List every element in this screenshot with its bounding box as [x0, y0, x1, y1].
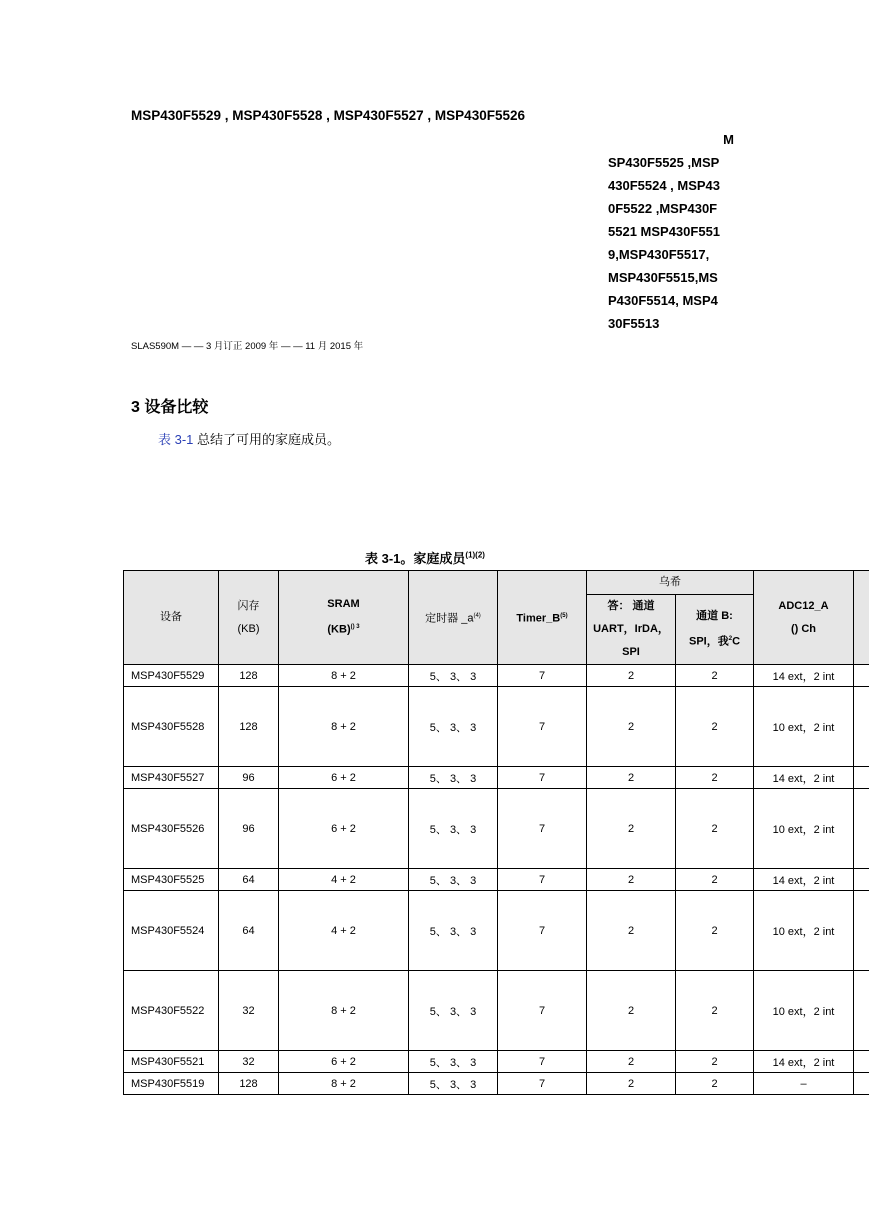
cell-sram: 8 + 2 [279, 665, 409, 687]
device-list-line: 9,MSP430F5517, [608, 247, 710, 262]
device-list-line: M [723, 132, 734, 147]
cell-device: MSP430F5527 [124, 767, 219, 789]
cell-flash: 32 [219, 1051, 279, 1073]
cell-flash: 96 [219, 767, 279, 789]
device-list-line: SP430F5525 ,MSP [608, 155, 720, 170]
device-list-line: 5521 MSP430F551 [608, 224, 721, 239]
cell-device: MSP430F5526 [124, 789, 219, 869]
cell-usci-b: 2 [676, 665, 754, 687]
cell-flash: 128 [219, 687, 279, 767]
cell-timer-a: 5、 3、 3 [409, 891, 498, 971]
cell-device: MSP430F5522 [124, 971, 219, 1051]
device-list-block [608, 128, 734, 335]
cell-sram: 8 + 2 [279, 687, 409, 767]
cell-usci-b: 2 [676, 1051, 754, 1073]
cell-timer-a: 5、 3、 3 [409, 687, 498, 767]
cell-sram: 4 + 2 [279, 869, 409, 891]
device-list-line: P430F5514, MSP4 [608, 293, 718, 308]
cell-overflow [854, 687, 869, 767]
cell-usci-a: 2 [587, 891, 676, 971]
cell-overflow [854, 1051, 869, 1073]
cell-usci-a: 2 [587, 1073, 676, 1095]
family-members-table [123, 570, 869, 1095]
cell-timer-a: 5、 3、 3 [409, 869, 498, 891]
cell-timer-b: 7 [498, 971, 587, 1051]
cell-sram: 8 + 2 [279, 1073, 409, 1095]
table-row [124, 789, 869, 869]
cell-usci-a: 2 [587, 687, 676, 767]
cell-usci-b: 2 [676, 789, 754, 869]
cell-overflow [854, 789, 869, 869]
header-usci-group: 乌希 [587, 571, 754, 595]
cell-timer-a: 5、 3、 3 [409, 1051, 498, 1073]
intro-paragraph [158, 429, 340, 448]
cell-usci-a: 2 [587, 869, 676, 891]
cell-timer-a: 5、 3、 3 [409, 665, 498, 687]
cell-overflow [854, 971, 869, 1051]
table-row [124, 687, 869, 767]
cell-timer-a: 5、 3、 3 [409, 971, 498, 1051]
document-title: MSP430F5529 , MSP430F5528 , MSP430F5527 , MSP430F5526 [131, 108, 525, 123]
table-caption-text: 表 3-1。家庭成员 [365, 551, 466, 566]
header-timer-b: $Timer\_B^{(5)}$ [498, 571, 587, 665]
cell-usci-a: 2 [587, 789, 676, 869]
table-row [124, 869, 869, 891]
table-row [124, 665, 869, 687]
cell-usci-b: 2 [676, 1073, 754, 1095]
cell-flash: 128 [219, 1073, 279, 1095]
cell-flash: 64 [219, 891, 279, 971]
cell-usci-a: 2 [587, 665, 676, 687]
cell-overflow [854, 1073, 869, 1095]
document-id: SLAS590M — — 3 月订正 2009 年 — — 11 月 2015 年 [131, 341, 364, 352]
cell-usci-a: 2 [587, 1051, 676, 1073]
cell-usci-b: 2 [676, 869, 754, 891]
cell-timer-b: 7 [498, 869, 587, 891]
cell-usci-b: 2 [676, 767, 754, 789]
cell-adc: 10 ext，2 int [754, 891, 854, 971]
cell-timer-b: 7 [498, 891, 587, 971]
cell-overflow [854, 869, 869, 891]
cell-device: MSP430F5528 [124, 687, 219, 767]
device-list-line: 430F5524 , MSP43 [608, 178, 721, 193]
header-device: 设备 [124, 571, 219, 665]
cell-adc: 14 ext，2 int [754, 665, 854, 687]
device-list-line: MSP430F5515,MS [608, 270, 718, 285]
table-caption-footnote[interactable]: (1)(2) [465, 550, 485, 560]
device-list-line: 0F5522 ,MSP430F [608, 201, 718, 216]
cell-sram: 8 + 2 [279, 971, 409, 1051]
cell-device: MSP430F5519 [124, 1073, 219, 1095]
cell-adc: 10 ext，2 int [754, 971, 854, 1051]
cell-overflow [854, 891, 869, 971]
cell-overflow [854, 665, 869, 687]
device-list-line: 30F5513 [608, 316, 660, 331]
table-reference-link[interactable]: 表 3-1 [158, 432, 194, 447]
cell-timer-b: 7 [498, 1051, 587, 1073]
section-heading: 3 设备比较 [131, 399, 209, 416]
table-caption [365, 548, 485, 567]
table-row [124, 891, 869, 971]
cell-timer-b: 7 [498, 789, 587, 869]
cell-flash: 32 [219, 971, 279, 1051]
cell-timer-b: 7 [498, 687, 587, 767]
table-container [123, 570, 869, 1110]
table-body [124, 665, 869, 1095]
table-row [124, 767, 869, 789]
cell-timer-b: 7 [498, 767, 587, 789]
cell-adc: 10 ext，2 int [754, 687, 854, 767]
table-row [124, 1073, 869, 1095]
cell-usci-a: 2 [587, 971, 676, 1051]
cell-timer-a: 5、 3、 3 [409, 1073, 498, 1095]
cell-device: MSP430F5525 [124, 869, 219, 891]
cell-adc: 10 ext，2 int [754, 789, 854, 869]
cell-device: MSP430F5521 [124, 1051, 219, 1073]
header-sram: SRAM (KB)$^{() 3}$ [279, 571, 409, 665]
cell-device: MSP430F5524 [124, 891, 219, 971]
cell-adc: 14 ext，2 int [754, 869, 854, 891]
cell-sram: 6 + 2 [279, 789, 409, 869]
cell-timer-b: 7 [498, 1073, 587, 1095]
table-row [124, 1051, 869, 1073]
header-overflow-column [854, 571, 869, 665]
cell-sram: 4 + 2 [279, 891, 409, 971]
cell-adc: 14 ext，2 int [754, 1051, 854, 1073]
header-adc: ADC12_A () Ch [754, 571, 854, 665]
cell-usci-a: 2 [587, 767, 676, 789]
cell-sram: 6 + 2 [279, 767, 409, 789]
cell-flash: 96 [219, 789, 279, 869]
cell-usci-b: 2 [676, 891, 754, 971]
cell-timer-a: 5、 3、 3 [409, 789, 498, 869]
cell-usci-b: 2 [676, 687, 754, 767]
header-flash: 闪存 (KB) [219, 571, 279, 665]
header-usci-b: 通道 B: SPI，我$^2$C [676, 595, 754, 665]
cell-adc: 14 ext，2 int [754, 767, 854, 789]
cell-overflow [854, 767, 869, 789]
cell-timer-a: 5、 3、 3 [409, 767, 498, 789]
header-usci-a: 答： 通道 UART，IrDA， SPI [587, 595, 676, 665]
header-timer-a: 定时器 $\_a^{(4)}$ [409, 571, 498, 665]
cell-adc: – [754, 1073, 854, 1095]
cell-flash: 128 [219, 665, 279, 687]
cell-usci-b: 2 [676, 971, 754, 1051]
cell-flash: 64 [219, 869, 279, 891]
cell-sram: 6 + 2 [279, 1051, 409, 1073]
table-row [124, 971, 869, 1051]
cell-timer-b: 7 [498, 665, 587, 687]
cell-device: MSP430F5529 [124, 665, 219, 687]
intro-text: 总结了可用的家庭成员。 [193, 432, 341, 447]
